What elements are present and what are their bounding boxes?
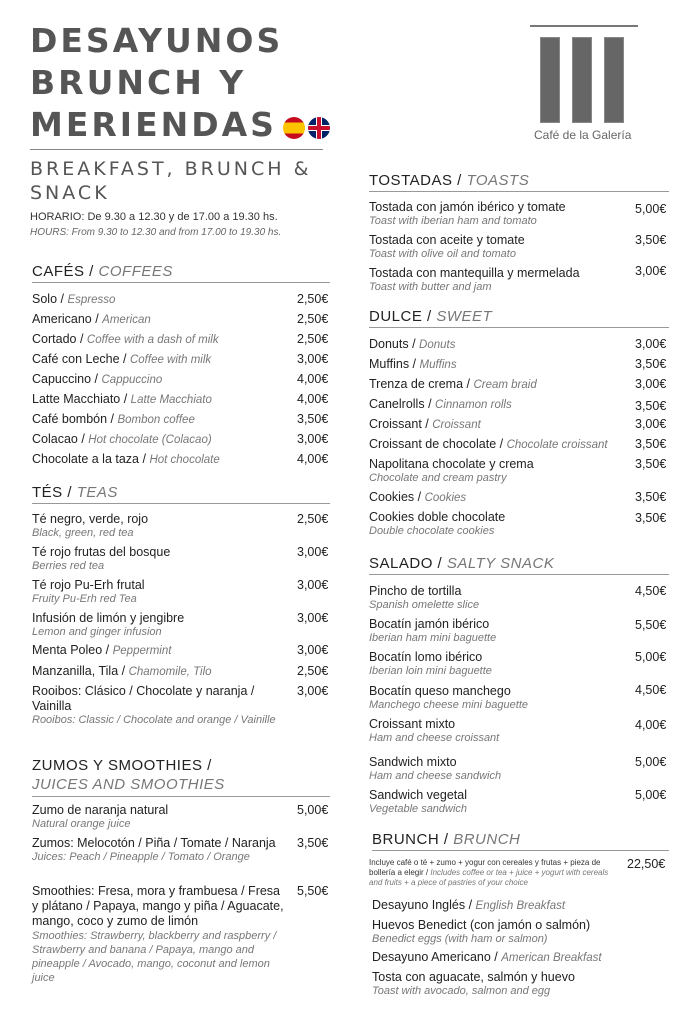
price: 3,00€ <box>297 545 329 559</box>
section-tes: TÉS / TEAS <box>32 484 330 504</box>
menu-item: Zumo de naranja natural Natural orange juice <box>32 803 169 830</box>
menu-item: Tostada con aceite y tomate Toast with olive oil and tomato <box>369 233 525 260</box>
section-tostadas: TOSTADAS / TOASTS <box>369 172 669 192</box>
price: 3,50€ <box>635 437 667 451</box>
menu-item: Rooibos: Clásico / Chocolate y naranja / Vainilla Rooibos: Classic / Chocolate and orange / Vainille <box>32 684 276 726</box>
menu-item: Solo / Espresso <box>32 292 116 306</box>
price: 4,00€ <box>297 372 329 386</box>
menu-item: Americano / American <box>32 312 151 326</box>
menu-item: Cookies / Cookies <box>369 490 467 504</box>
menu-item: Muffins / Muffins <box>369 357 457 371</box>
title-line: MERIENDAS <box>30 104 333 148</box>
price: 3,00€ <box>297 643 329 657</box>
price: 2,50€ <box>297 512 329 526</box>
price: 5,50€ <box>297 884 329 898</box>
menu-item: Café con Leche / Coffee with milk <box>32 352 212 366</box>
brunch-description: Incluye café o té + zumo + yogur con cereales y frutas + pieza de bollería a elegir / Includes coffee or tea + juice + yogurt with cereals and fruits + a piece of pastries of your choice <box>369 858 609 887</box>
menu-item: Cookies doble chocolate Double chocolate cookies <box>369 510 506 537</box>
price: 3,50€ <box>635 490 667 504</box>
section-dulce: DULCE / SWEET <box>369 308 669 328</box>
section-zumos: ZUMOS Y SMOOTHIES / JUICES AND SMOOTHIES <box>32 756 330 797</box>
menu-item: Tostada con jamón ibérico y tomate Toast with iberian ham and tomato <box>369 200 566 227</box>
price: 4,00€ <box>297 392 329 406</box>
menu-item: Colacao / Hot chocolate (Colacao) <box>32 432 212 446</box>
divider <box>30 149 323 150</box>
price: 2,50€ <box>297 664 329 678</box>
price: 3,00€ <box>635 337 667 351</box>
menu-item: Pincho de tortilla Spanish omelette slice <box>369 584 480 611</box>
menu-item: Canelrolls / Cinnamon rolls <box>369 397 512 411</box>
menu-item: Croissant / Croissant <box>369 417 481 431</box>
price: 3,00€ <box>635 264 667 278</box>
menu-item: Huevos Benedict (con jamón o salmón) Benedict eggs (with ham or salmon) <box>372 918 591 945</box>
logo-line <box>530 25 638 27</box>
price: 4,00€ <box>635 718 667 732</box>
menu-item: Manzanilla, Tila / Chamomile, Tilo <box>32 664 212 678</box>
price: 5,50€ <box>635 618 667 632</box>
menu-item: Desayuno Americano / American Breakfast <box>372 950 602 964</box>
menu-item: Croissant mixto Ham and cheese croissant <box>369 717 500 744</box>
section-brunch: BRUNCH / BRUNCH <box>372 831 669 851</box>
uk-flag-icon[interactable] <box>308 117 330 139</box>
price: 3,50€ <box>635 357 667 371</box>
menu-item: Croissant de chocolate / Chocolate croissant <box>369 437 608 451</box>
cafe-logo <box>530 25 640 145</box>
logo-bar <box>604 37 624 123</box>
price: 4,50€ <box>635 584 667 598</box>
logo-bar <box>540 37 560 123</box>
menu-item: Trenza de crema / Cream braid <box>369 377 537 391</box>
menu-item: Latte Macchiato / Latte Macchiato <box>32 392 212 406</box>
menu-item: Tostada con mantequilla y mermelada Toast with butter and jam <box>369 266 580 293</box>
price: 3,50€ <box>635 511 667 525</box>
menu-item: Zumos: Melocotón / Piña / Tomate / Naranja Juices: Peach / Pineapple / Tomato / Orange <box>32 836 276 863</box>
section-salado: SALADO / SALTY SNACK <box>369 555 669 575</box>
menu-item: Bocatín lomo ibérico Iberian loin mini baguette <box>369 650 492 677</box>
price: 3,00€ <box>297 352 329 366</box>
price: 3,50€ <box>635 457 667 471</box>
menu-item: Sandwich vegetal Vegetable sandwich <box>369 788 468 815</box>
hours-en: HOURS: From 9.30 to 12.30 and from 17.00 to 19.30 hs. <box>30 227 282 238</box>
menu-item: Menta Poleo / Peppermint <box>32 643 172 657</box>
price: 2,50€ <box>297 292 329 306</box>
logo-text: Café de la Galería <box>534 128 632 142</box>
price: 3,00€ <box>297 432 329 446</box>
menu-item: Té negro, verde, rojo Black, green, red tea <box>32 512 149 539</box>
section-cafes: CAFÉS / COFFEES <box>32 263 330 283</box>
price: 3,00€ <box>635 417 667 431</box>
price: 5,00€ <box>635 650 667 664</box>
price: 5,00€ <box>635 202 667 216</box>
menu-item: Té rojo frutas del bosque Berries red tea <box>32 545 171 572</box>
menu-item: Donuts / Donuts <box>369 337 456 351</box>
menu-item: Chocolate a la taza / Hot chocolate <box>32 452 220 466</box>
price: 5,00€ <box>297 803 329 817</box>
menu-item: Sandwich mixto Ham and cheese sandwich <box>369 755 502 782</box>
menu-item: Bocatín jamón ibérico Iberian ham mini baguette <box>369 617 497 644</box>
menu-item: Desayuno Inglés / English Breakfast <box>372 898 566 912</box>
title-line: DESAYUNOS <box>30 21 284 60</box>
menu-item: Capuccino / Cappuccino <box>32 372 163 386</box>
price: 2,50€ <box>297 332 329 346</box>
title-line: BRUNCH Y <box>30 63 247 102</box>
price: 5,00€ <box>635 788 667 802</box>
price: 2,50€ <box>297 312 329 326</box>
menu-item: Infusión de limón y jengibre Lemon and ginger infusion <box>32 611 185 638</box>
price: 4,50€ <box>635 683 667 697</box>
price: 3,00€ <box>297 684 329 698</box>
menu-item: Smoothies: Fresa, mora y frambuesa / Fresa y plátano / Papaya, mango y piña / Aguacate, mango, coco y zumo de limón Smoothies: Strawberry, blackberry and raspberry / Strawberry and banana / Papaya, mango and pineapple / Avocado, mango, coconut and lemon juice <box>32 884 284 984</box>
price: 22,50€ <box>627 857 666 871</box>
menu-item: Té rojo Pu-Erh frutal Fruity Pu-Erh red Tea <box>32 578 145 605</box>
price: 3,00€ <box>297 611 329 625</box>
language-flags <box>283 106 333 148</box>
menu-item: Cortado / Coffee with a dash of milk <box>32 332 219 346</box>
price: 3,50€ <box>297 836 329 850</box>
price: 4,00€ <box>297 452 329 466</box>
page-subtitle: BREAKFAST, BRUNCH & SNACK <box>30 158 312 204</box>
price: 3,50€ <box>297 412 329 426</box>
price: 3,00€ <box>635 377 667 391</box>
menu-item: Bocatín queso manchego Manchego cheese mini baguette <box>369 684 528 711</box>
price: 3,00€ <box>297 578 329 592</box>
logo-bar <box>572 37 592 123</box>
menu-item: Napolitana chocolate y crema Chocolate and cream pastry <box>369 457 534 484</box>
menu-item: Tosta con aguacate, salmón y huevo Toast with avocado, salmon and egg <box>372 970 575 997</box>
page-title <box>30 20 333 148</box>
price: 3,50€ <box>635 233 667 247</box>
price: 3,50€ <box>635 399 667 413</box>
hours: HORARIO: De 9.30 a 12.30 y de 17.00 a 19.30 hs. <box>30 211 278 223</box>
price: 5,00€ <box>635 755 667 769</box>
menu-item: Café bombón / Bombon coffee <box>32 412 195 426</box>
spanish-flag-icon[interactable] <box>283 117 305 139</box>
